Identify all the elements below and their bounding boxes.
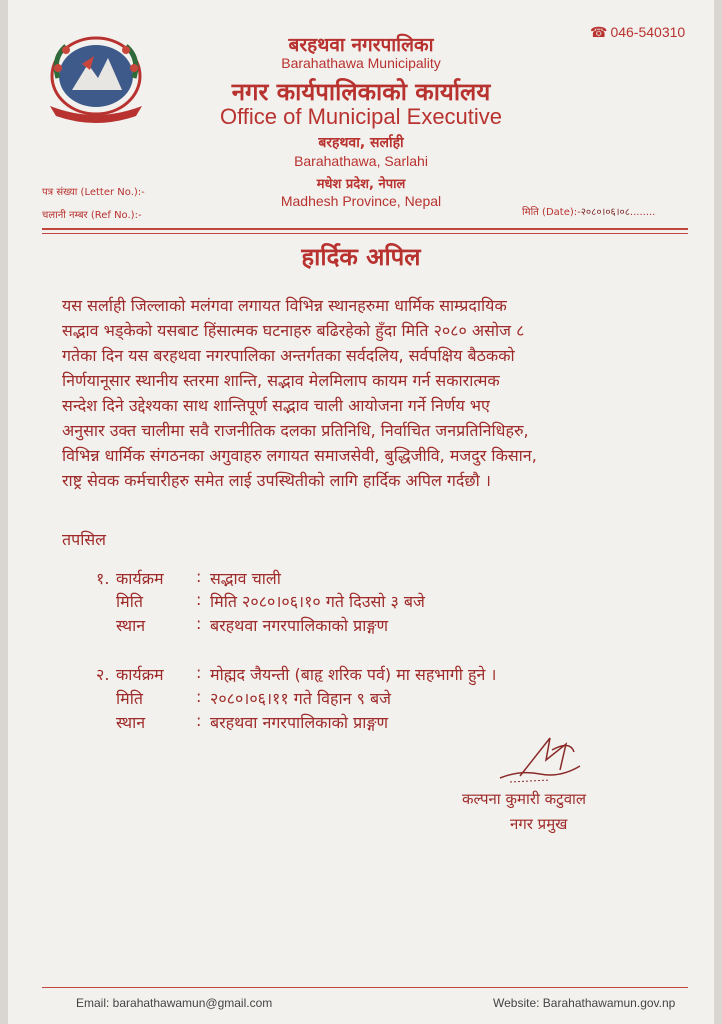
municipality-name-np: बरहथवा नगरपालिका [288,34,434,56]
colon: : [196,590,202,609]
footer-website: Website: Barahathawamun.gov.np [493,996,676,1010]
item-number: १. [96,569,110,588]
tapasil-heading: तपसिल [62,530,107,549]
province-en: Madhesh Province, Nepal [280,193,442,209]
office-name-np: नगर कार्यपालिकाको कार्यालय [231,78,491,106]
letter-body [62,293,682,493]
header-divider [42,228,688,230]
colon: : [196,663,202,682]
program-value: मोह्मद जैयन्ती (बाहृ शरिक पर्व) मा सहभागी हुने । [210,665,497,684]
location-en: Barahathawa, Sarlahi [294,153,428,169]
colon: : [196,711,202,730]
letter-number-label: पत्र संख्या (Letter No.):- [42,187,145,198]
body-line: सन्देश दिने उद्देश्यका साथ शान्तिपूर्ण सद्भाव चाली आयोजना गर्ने निर्णय भए [62,396,490,415]
program-value: सद्भाव चाली [210,569,281,588]
telephone-icon: ☎ [590,24,608,40]
body-line: विभिन्न धार्मिक संगठनका अगुवाहरु लगायत समाजसेवी, बुद्धिजीवि, मजदुर किसान, [62,446,537,465]
footer-email: Email: barahathawamun@gmail.com [76,996,273,1010]
item-number: २. [96,665,110,684]
handwritten-signature [490,730,600,790]
date-value-item: २०८०।०६।११ गते विहान ९ बजे [210,689,392,708]
office-name-en: Office of Municipal Executive [219,104,503,129]
footer-divider [42,987,688,988]
location-np: बरहथवा, सर्लाही [318,135,404,151]
header-divider-thin [42,233,688,234]
body-line: सद्भाव भड्केको यसबाट हिंसात्मक घटनाहरु बढिरहेको हुँदा मिति २०८० असोज ८ [62,321,525,340]
program-label: कार्यक्रम [116,569,164,588]
date-label: मिति (Date):- [522,207,581,218]
phone-text: 046-540310 [610,24,686,40]
date-label-item: मिति [116,592,143,611]
place-label: स्थान [116,713,146,732]
place-value: बरहथवा नगरपालिकाको प्राङ्गण [210,713,389,732]
body-line: अनुसार उक्त चालीमा सवै राजनीतिक दलका प्रतिनिधि, निर्वाचित जनप्रतिनिधिहरु, [62,421,529,440]
place-value: बरहथवा नगरपालिकाको प्राङ्गण [210,616,389,635]
ref-number-label: चलानी नम्बर (Ref No.):- [42,210,142,221]
date-value-item: मिति २०८०।०६।१० गते दिउसो ३ बजे [210,592,425,611]
province-np: मधेश प्रदेश, नेपाल [316,177,406,192]
body-line: गतेका दिन यस बरहथवा नगरपालिका अन्तर्गतका सर्वदलिय, सर्वपक्षिय बैठकको [62,346,515,365]
body-line: निर्णयानूसार स्थानीय स्तरमा शान्ति, सद्भाव मेलमिलाप कायम गर्न सकारात्मक [62,371,500,390]
colon: : [196,614,202,633]
date-field [522,204,655,218]
program-label: कार्यक्रम [116,665,164,684]
date-dots: ........ [629,207,656,218]
colon: : [196,687,202,706]
date-label-item: मिति [116,689,143,708]
municipality-name-en: Barahathawa Municipality [281,55,441,71]
letter-title: हार्दिक अपिल [301,243,421,271]
body-line: यस सर्लाही जिल्लाको मलंगवा लगायत विभिन्न स्थानहरुमा धार्मिक साम्प्रदायिक [62,296,507,315]
colon: : [196,567,202,586]
body-line: राष्ट्र सेवक कर्मचारीहरु समेत लाई उपस्थितीको लागि हार्दिक अपिल गर्दछौ । [62,471,491,490]
place-label: स्थान [116,616,146,635]
signatory-name: कल्पना कुमारी कटुवाल [462,790,587,808]
signatory-role: नगर प्रमुख [510,815,568,833]
date-value: २०८०।०६।०८ [580,207,630,218]
